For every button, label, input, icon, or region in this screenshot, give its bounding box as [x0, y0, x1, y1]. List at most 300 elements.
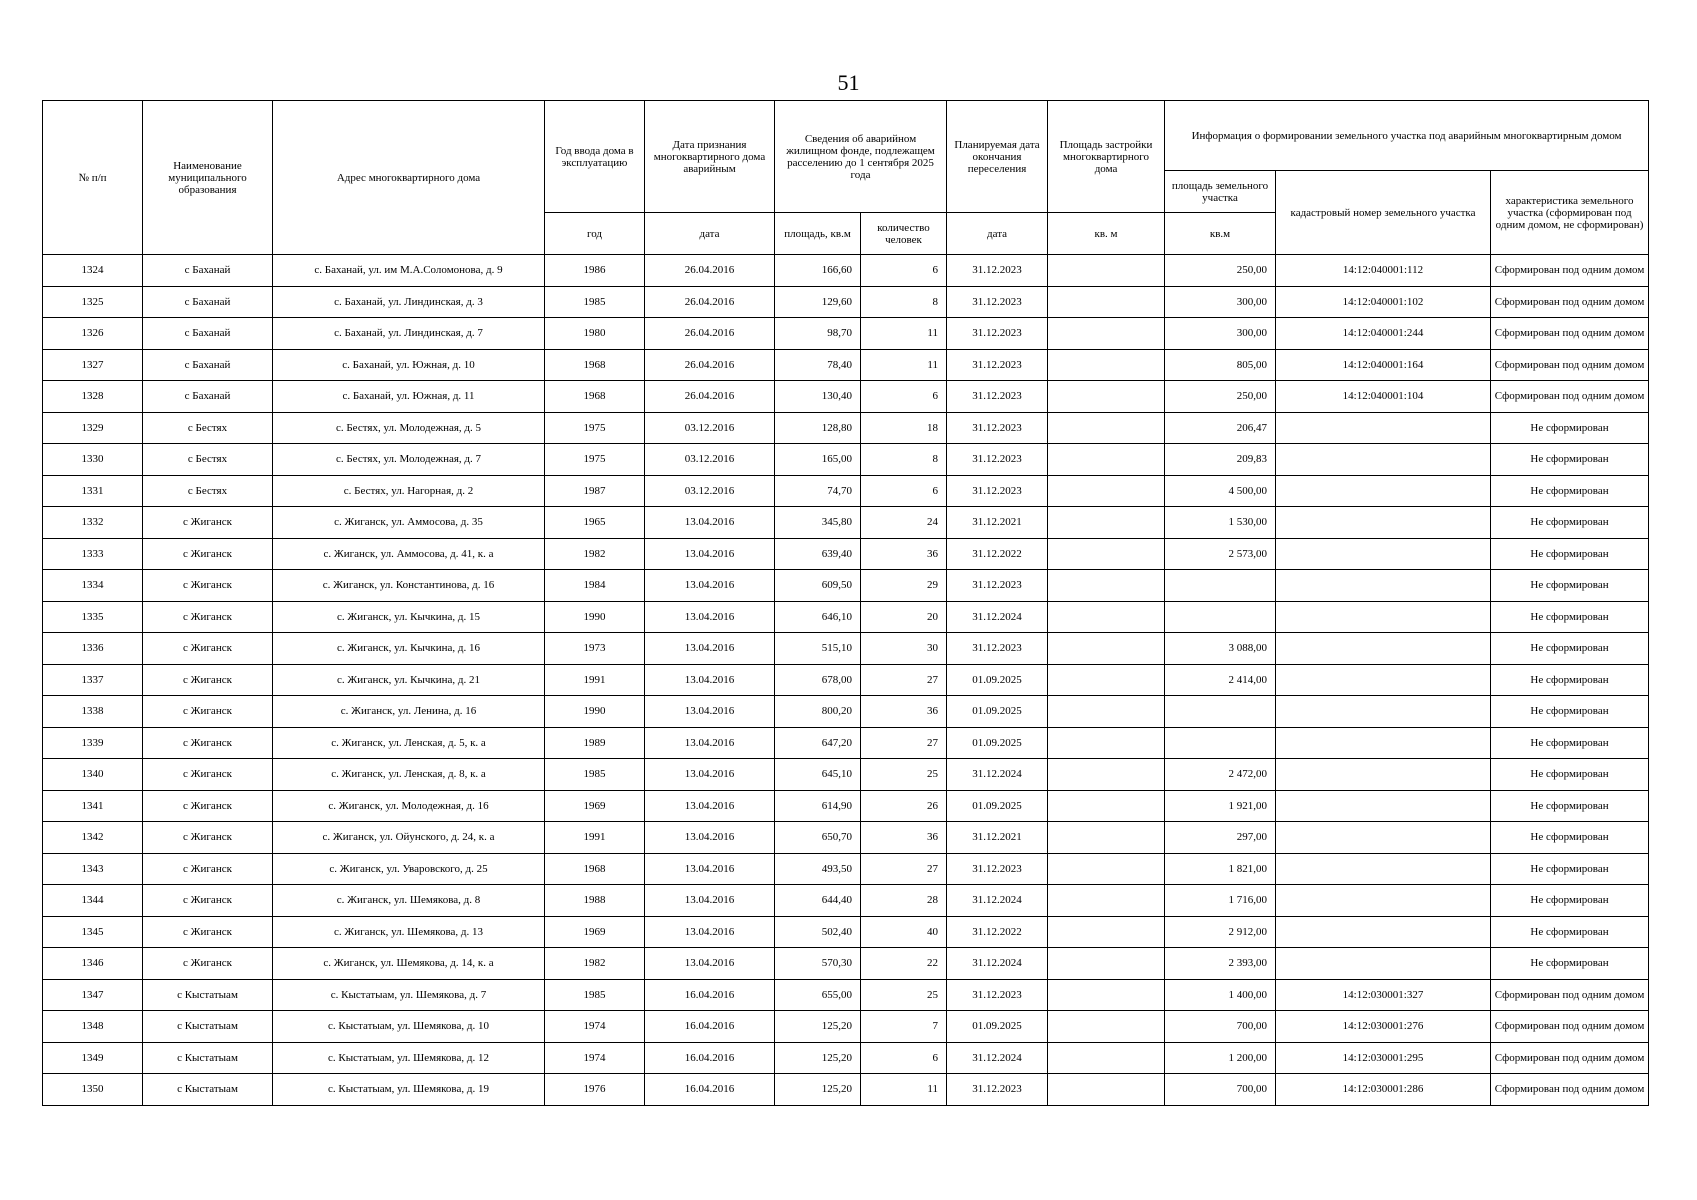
unit-area: площадь, кв.м	[775, 213, 861, 255]
cell-recognition-date: 13.04.2016	[645, 948, 775, 980]
header-year: Год ввода дома в эксплуатацию	[545, 101, 645, 213]
cell-build-area	[1048, 916, 1165, 948]
cell-cadastral	[1276, 475, 1491, 507]
cell-municipality: с Баханай	[143, 318, 273, 350]
cell-address: с. Жиганск, ул. Кычкина, д. 15	[273, 601, 545, 633]
cell-year: 1973	[545, 633, 645, 665]
cell-address: с. Жиганск, ул. Кычкина, д. 16	[273, 633, 545, 665]
unit-end-date: дата	[947, 213, 1048, 255]
cell-land-area: 206,47	[1165, 412, 1276, 444]
cell-planned-end: 31.12.2023	[947, 412, 1048, 444]
cell-land-char: Не сформирован	[1491, 727, 1649, 759]
cell-people: 25	[861, 979, 947, 1011]
cell-year: 1986	[545, 255, 645, 287]
cell-area: 125,20	[775, 1042, 861, 1074]
cell-address: с. Жиганск, ул. Кычкина, д. 21	[273, 664, 545, 696]
table-row	[43, 570, 1649, 602]
cell-municipality: с Баханай	[143, 349, 273, 381]
cell-recognition-date: 13.04.2016	[645, 538, 775, 570]
cell-recognition-date: 03.12.2016	[645, 475, 775, 507]
cell-land-area: 250,00	[1165, 381, 1276, 413]
table-row	[43, 601, 1649, 633]
table-row	[43, 381, 1649, 413]
cell-recognition-date: 13.04.2016	[645, 570, 775, 602]
table-row	[43, 885, 1649, 917]
cell-number: 1332	[43, 507, 143, 539]
cell-recognition-date: 26.04.2016	[645, 255, 775, 287]
cell-cadastral	[1276, 948, 1491, 980]
cell-address: с. Кыстатыам, ул. Шемякова, д. 12	[273, 1042, 545, 1074]
cell-planned-end: 31.12.2023	[947, 853, 1048, 885]
cell-municipality: с Жиганск	[143, 916, 273, 948]
cell-year: 1991	[545, 664, 645, 696]
cell-planned-end: 31.12.2023	[947, 633, 1048, 665]
header-address: Адрес многоквартирного дома	[273, 101, 545, 255]
cell-cadastral	[1276, 538, 1491, 570]
table-row	[43, 318, 1649, 350]
cell-build-area	[1048, 885, 1165, 917]
cell-number: 1345	[43, 916, 143, 948]
cell-people: 6	[861, 475, 947, 507]
cell-planned-end: 01.09.2025	[947, 790, 1048, 822]
cell-number: 1324	[43, 255, 143, 287]
cell-number: 1340	[43, 759, 143, 791]
cell-address: с. Жиганск, ул. Ленская, д. 5, к. а	[273, 727, 545, 759]
cell-year: 1985	[545, 759, 645, 791]
cell-number: 1325	[43, 286, 143, 318]
cell-recognition-date: 16.04.2016	[645, 1074, 775, 1106]
cell-year: 1968	[545, 381, 645, 413]
unit-date: дата	[645, 213, 775, 255]
cell-number: 1337	[43, 664, 143, 696]
cell-land-area: 2 472,00	[1165, 759, 1276, 791]
cell-planned-end: 31.12.2021	[947, 507, 1048, 539]
cell-people: 25	[861, 759, 947, 791]
table-row	[43, 696, 1649, 728]
cell-people: 11	[861, 349, 947, 381]
cell-people: 22	[861, 948, 947, 980]
cell-land-char: Не сформирован	[1491, 601, 1649, 633]
cell-people: 28	[861, 885, 947, 917]
cell-address: с. Бестях, ул. Молодежная, д. 5	[273, 412, 545, 444]
cell-cadastral	[1276, 633, 1491, 665]
cell-year: 1980	[545, 318, 645, 350]
cell-number: 1344	[43, 885, 143, 917]
cell-municipality: с Жиганск	[143, 790, 273, 822]
cell-land-char: Сформирован под одним домом	[1491, 349, 1649, 381]
cell-land-char: Не сформирован	[1491, 444, 1649, 476]
cell-people: 27	[861, 727, 947, 759]
table-row	[43, 633, 1649, 665]
cell-cadastral: 14:12:040001:102	[1276, 286, 1491, 318]
cell-build-area	[1048, 475, 1165, 507]
cell-area: 345,80	[775, 507, 861, 539]
table-row	[43, 1011, 1649, 1043]
cell-recognition-date: 13.04.2016	[645, 601, 775, 633]
emergency-housing-table	[42, 100, 1649, 1106]
cell-recognition-date: 13.04.2016	[645, 790, 775, 822]
cell-land-area: 1 530,00	[1165, 507, 1276, 539]
cell-recognition-date: 16.04.2016	[645, 1011, 775, 1043]
cell-cadastral: 14:12:030001:327	[1276, 979, 1491, 1011]
cell-cadastral	[1276, 507, 1491, 539]
cell-cadastral	[1276, 664, 1491, 696]
cell-planned-end: 31.12.2023	[947, 570, 1048, 602]
cell-people: 27	[861, 664, 947, 696]
table-row	[43, 948, 1649, 980]
cell-people: 7	[861, 1011, 947, 1043]
cell-address: с. Жиганск, ул. Аммосова, д. 35	[273, 507, 545, 539]
cell-year: 1965	[545, 507, 645, 539]
cell-municipality: с Жиганск	[143, 696, 273, 728]
cell-build-area	[1048, 538, 1165, 570]
cell-address: с. Бестях, ул. Нагорная, д. 2	[273, 475, 545, 507]
cell-number: 1343	[43, 853, 143, 885]
cell-people: 6	[861, 381, 947, 413]
cell-build-area	[1048, 633, 1165, 665]
cell-land-char: Не сформирован	[1491, 885, 1649, 917]
cell-build-area	[1048, 664, 1165, 696]
cell-recognition-date: 26.04.2016	[645, 381, 775, 413]
table-row	[43, 412, 1649, 444]
table-row	[43, 255, 1649, 287]
cell-land-area: 1 921,00	[1165, 790, 1276, 822]
cell-cadastral	[1276, 727, 1491, 759]
cell-number: 1349	[43, 1042, 143, 1074]
cell-build-area	[1048, 853, 1165, 885]
cell-area: 647,20	[775, 727, 861, 759]
cell-recognition-date: 13.04.2016	[645, 633, 775, 665]
unit-land-sqm: кв.м	[1165, 213, 1276, 255]
cell-people: 36	[861, 538, 947, 570]
cell-address: с. Баханай, ул. Южная, д. 10	[273, 349, 545, 381]
cell-number: 1342	[43, 822, 143, 854]
cell-planned-end: 31.12.2024	[947, 601, 1048, 633]
cell-land-area: 297,00	[1165, 822, 1276, 854]
cell-year: 1990	[545, 601, 645, 633]
cell-planned-end: 31.12.2023	[947, 381, 1048, 413]
cell-people: 20	[861, 601, 947, 633]
cell-land-area: 2 393,00	[1165, 948, 1276, 980]
cell-address: с. Кыстатыам, ул. Шемякова, д. 7	[273, 979, 545, 1011]
cell-planned-end: 31.12.2023	[947, 979, 1048, 1011]
cell-people: 36	[861, 822, 947, 854]
cell-land-char: Не сформирован	[1491, 696, 1649, 728]
cell-land-char: Сформирован под одним домом	[1491, 1074, 1649, 1106]
cell-build-area	[1048, 696, 1165, 728]
cell-cadastral: 14:12:040001:244	[1276, 318, 1491, 350]
cell-people: 8	[861, 286, 947, 318]
cell-build-area	[1048, 759, 1165, 791]
cell-year: 1989	[545, 727, 645, 759]
cell-land-area: 300,00	[1165, 318, 1276, 350]
table-body	[43, 255, 1649, 1106]
cell-year: 1988	[545, 885, 645, 917]
cell-area: 165,00	[775, 444, 861, 476]
cell-year: 1969	[545, 916, 645, 948]
cell-land-area	[1165, 601, 1276, 633]
cell-municipality: с Жиганск	[143, 885, 273, 917]
cell-land-char: Сформирован под одним домом	[1491, 318, 1649, 350]
table-row	[43, 916, 1649, 948]
cell-land-area: 1 821,00	[1165, 853, 1276, 885]
cell-build-area	[1048, 349, 1165, 381]
table-row	[43, 727, 1649, 759]
cell-cadastral	[1276, 853, 1491, 885]
cell-recognition-date: 16.04.2016	[645, 979, 775, 1011]
cell-recognition-date: 13.04.2016	[645, 916, 775, 948]
cell-area: 570,30	[775, 948, 861, 980]
cell-build-area	[1048, 948, 1165, 980]
cell-recognition-date: 13.04.2016	[645, 885, 775, 917]
cell-recognition-date: 03.12.2016	[645, 444, 775, 476]
cell-land-char: Не сформирован	[1491, 475, 1649, 507]
cell-number: 1333	[43, 538, 143, 570]
cell-municipality: с Жиганск	[143, 633, 273, 665]
cell-people: 6	[861, 1042, 947, 1074]
cell-recognition-date: 13.04.2016	[645, 853, 775, 885]
cell-area: 800,20	[775, 696, 861, 728]
cell-people: 11	[861, 1074, 947, 1106]
table-row	[43, 979, 1649, 1011]
cell-year: 1991	[545, 822, 645, 854]
cell-land-char: Не сформирован	[1491, 412, 1649, 444]
cell-municipality: с Жиганск	[143, 570, 273, 602]
cell-address: с. Жиганск, ул. Константинова, д. 16	[273, 570, 545, 602]
cell-area: 125,20	[775, 1074, 861, 1106]
table-row	[43, 759, 1649, 791]
cell-number: 1341	[43, 790, 143, 822]
cell-municipality: с Кыстатыам	[143, 1074, 273, 1106]
cell-land-char: Не сформирован	[1491, 790, 1649, 822]
cell-municipality: с Кыстатыам	[143, 1011, 273, 1043]
cell-area: 493,50	[775, 853, 861, 885]
cell-number: 1338	[43, 696, 143, 728]
cell-cadastral	[1276, 759, 1491, 791]
cell-land-char: Не сформирован	[1491, 822, 1649, 854]
cell-area: 166,60	[775, 255, 861, 287]
cell-build-area	[1048, 601, 1165, 633]
cell-planned-end: 31.12.2023	[947, 255, 1048, 287]
cell-area: 129,60	[775, 286, 861, 318]
cell-number: 1328	[43, 381, 143, 413]
cell-municipality: с Бестях	[143, 475, 273, 507]
header-land-info: Информация о формировании земельного участка под аварийным многоквартирным домом	[1165, 101, 1649, 171]
cell-recognition-date: 13.04.2016	[645, 696, 775, 728]
cell-municipality: с Жиганск	[143, 948, 273, 980]
cell-build-area	[1048, 507, 1165, 539]
cell-municipality: с Жиганск	[143, 853, 273, 885]
cell-address: с. Баханай, ул. Южная, д. 11	[273, 381, 545, 413]
cell-number: 1329	[43, 412, 143, 444]
cell-land-char: Сформирован под одним домом	[1491, 286, 1649, 318]
cell-area: 639,40	[775, 538, 861, 570]
cell-cadastral: 14:12:040001:104	[1276, 381, 1491, 413]
cell-number: 1334	[43, 570, 143, 602]
cell-year: 1976	[545, 1074, 645, 1106]
cell-municipality: с Жиганск	[143, 664, 273, 696]
cell-build-area	[1048, 979, 1165, 1011]
table-row	[43, 444, 1649, 476]
cell-number: 1347	[43, 979, 143, 1011]
cell-cadastral: 14:12:040001:112	[1276, 255, 1491, 287]
cell-address: с. Жиганск, ул. Уваровского, д. 25	[273, 853, 545, 885]
cell-planned-end: 31.12.2023	[947, 1074, 1048, 1106]
cell-area: 74,70	[775, 475, 861, 507]
table-header	[43, 101, 1649, 255]
cell-cadastral: 14:12:030001:295	[1276, 1042, 1491, 1074]
cell-address: с. Жиганск, ул. Ленина, д. 16	[273, 696, 545, 728]
cell-cadastral	[1276, 570, 1491, 602]
cell-recognition-date: 03.12.2016	[645, 412, 775, 444]
table-row	[43, 822, 1649, 854]
cell-year: 1975	[545, 412, 645, 444]
table-row	[43, 853, 1649, 885]
cell-number: 1350	[43, 1074, 143, 1106]
table-row	[43, 349, 1649, 381]
cell-area: 515,10	[775, 633, 861, 665]
cell-people: 6	[861, 255, 947, 287]
cell-land-char: Не сформирован	[1491, 507, 1649, 539]
cell-planned-end: 01.09.2025	[947, 727, 1048, 759]
cell-land-char: Не сформирован	[1491, 948, 1649, 980]
cell-recognition-date: 13.04.2016	[645, 759, 775, 791]
cell-area: 125,20	[775, 1011, 861, 1043]
cell-land-area	[1165, 570, 1276, 602]
cell-build-area	[1048, 570, 1165, 602]
cell-year: 1969	[545, 790, 645, 822]
cell-land-area: 1 200,00	[1165, 1042, 1276, 1074]
cell-people: 18	[861, 412, 947, 444]
cell-people: 11	[861, 318, 947, 350]
cell-number: 1330	[43, 444, 143, 476]
header-recognition-date: Дата признания многоквартирного дома аварийным	[645, 101, 775, 213]
header-fund-info: Сведения об аварийном жилищном фонде, подлежащем расселению до 1 сентября 2025 года	[775, 101, 947, 213]
cell-land-char: Не сформирован	[1491, 853, 1649, 885]
cell-address: с. Баханай, ул. Линдинская, д. 3	[273, 286, 545, 318]
cell-land-char: Не сформирован	[1491, 570, 1649, 602]
cell-planned-end: 31.12.2023	[947, 444, 1048, 476]
cell-year: 1982	[545, 948, 645, 980]
cell-land-area	[1165, 696, 1276, 728]
header-num: № п/п	[43, 101, 143, 255]
table-row	[43, 1074, 1649, 1106]
cell-recognition-date: 16.04.2016	[645, 1042, 775, 1074]
cell-planned-end: 31.12.2024	[947, 1042, 1048, 1074]
cell-build-area	[1048, 412, 1165, 444]
cell-land-char: Сформирован под одним домом	[1491, 255, 1649, 287]
cell-address: с. Кыстатыам, ул. Шемякова, д. 19	[273, 1074, 545, 1106]
cell-area: 614,90	[775, 790, 861, 822]
cell-number: 1336	[43, 633, 143, 665]
cell-municipality: с Бестях	[143, 444, 273, 476]
cell-planned-end: 31.12.2021	[947, 822, 1048, 854]
cell-land-area: 805,00	[1165, 349, 1276, 381]
cell-area: 650,70	[775, 822, 861, 854]
cell-year: 1987	[545, 475, 645, 507]
cell-year: 1984	[545, 570, 645, 602]
cell-cadastral	[1276, 696, 1491, 728]
cell-address: с. Жиганск, ул. Шемякова, д. 13	[273, 916, 545, 948]
table-row	[43, 475, 1649, 507]
cell-cadastral	[1276, 444, 1491, 476]
cell-land-area: 250,00	[1165, 255, 1276, 287]
cell-cadastral	[1276, 916, 1491, 948]
page-number: 51	[837, 70, 860, 95]
cell-land-char: Не сформирован	[1491, 664, 1649, 696]
cell-year: 1974	[545, 1011, 645, 1043]
cell-area: 78,40	[775, 349, 861, 381]
cell-recognition-date: 13.04.2016	[645, 727, 775, 759]
header-land-area: площадь земельного участка	[1165, 171, 1276, 213]
cell-cadastral: 14:12:040001:164	[1276, 349, 1491, 381]
cell-planned-end: 31.12.2022	[947, 916, 1048, 948]
cell-planned-end: 31.12.2023	[947, 475, 1048, 507]
unit-people: количество человек	[861, 213, 947, 255]
cell-area: 678,00	[775, 664, 861, 696]
cell-number: 1331	[43, 475, 143, 507]
cell-planned-end: 31.12.2023	[947, 286, 1048, 318]
cell-year: 1982	[545, 538, 645, 570]
cell-land-area: 700,00	[1165, 1011, 1276, 1043]
cell-planned-end: 01.09.2025	[947, 664, 1048, 696]
cell-land-area: 1 400,00	[1165, 979, 1276, 1011]
cell-land-area: 2 912,00	[1165, 916, 1276, 948]
cell-address: с. Жиганск, ул. Аммосова, д. 41, к. а	[273, 538, 545, 570]
cell-land-char: Сформирован под одним домом	[1491, 381, 1649, 413]
cell-address: с. Бестях, ул. Молодежная, д. 7	[273, 444, 545, 476]
cell-land-area: 700,00	[1165, 1074, 1276, 1106]
cell-land-area: 300,00	[1165, 286, 1276, 318]
cell-area: 609,50	[775, 570, 861, 602]
cell-number: 1348	[43, 1011, 143, 1043]
header-land-char: характеристика земельного участка (сформирован под одним домом, не сформирован)	[1491, 171, 1649, 255]
cell-build-area	[1048, 381, 1165, 413]
cell-number: 1346	[43, 948, 143, 980]
cell-build-area	[1048, 1042, 1165, 1074]
unit-build-sqm: кв. м	[1048, 213, 1165, 255]
cell-area: 502,40	[775, 916, 861, 948]
cell-land-char: Не сформирован	[1491, 916, 1649, 948]
cell-municipality: с Жиганск	[143, 727, 273, 759]
cell-address: с. Жиганск, ул. Молодежная, д. 16	[273, 790, 545, 822]
cell-people: 26	[861, 790, 947, 822]
cell-land-char: Сформирован под одним домом	[1491, 979, 1649, 1011]
unit-year: год	[545, 213, 645, 255]
cell-area: 130,40	[775, 381, 861, 413]
cell-land-char: Не сформирован	[1491, 538, 1649, 570]
cell-number: 1327	[43, 349, 143, 381]
cell-address: с. Жиганск, ул. Шемякова, д. 14, к. а	[273, 948, 545, 980]
cell-municipality: с Жиганск	[143, 822, 273, 854]
cell-year: 1990	[545, 696, 645, 728]
cell-recognition-date: 13.04.2016	[645, 664, 775, 696]
cell-land-area: 1 716,00	[1165, 885, 1276, 917]
cell-build-area	[1048, 1011, 1165, 1043]
cell-people: 40	[861, 916, 947, 948]
cell-cadastral: 14:12:030001:286	[1276, 1074, 1491, 1106]
cell-area: 644,40	[775, 885, 861, 917]
cell-land-char: Сформирован под одним домом	[1491, 1011, 1649, 1043]
cell-cadastral	[1276, 822, 1491, 854]
cell-municipality: с Жиганск	[143, 759, 273, 791]
cell-planned-end: 01.09.2025	[947, 1011, 1048, 1043]
cell-planned-end: 01.09.2025	[947, 696, 1048, 728]
cell-year: 1974	[545, 1042, 645, 1074]
cell-address: с. Кыстатыам, ул. Шемякова, д. 10	[273, 1011, 545, 1043]
cell-year: 1985	[545, 286, 645, 318]
cell-build-area	[1048, 822, 1165, 854]
